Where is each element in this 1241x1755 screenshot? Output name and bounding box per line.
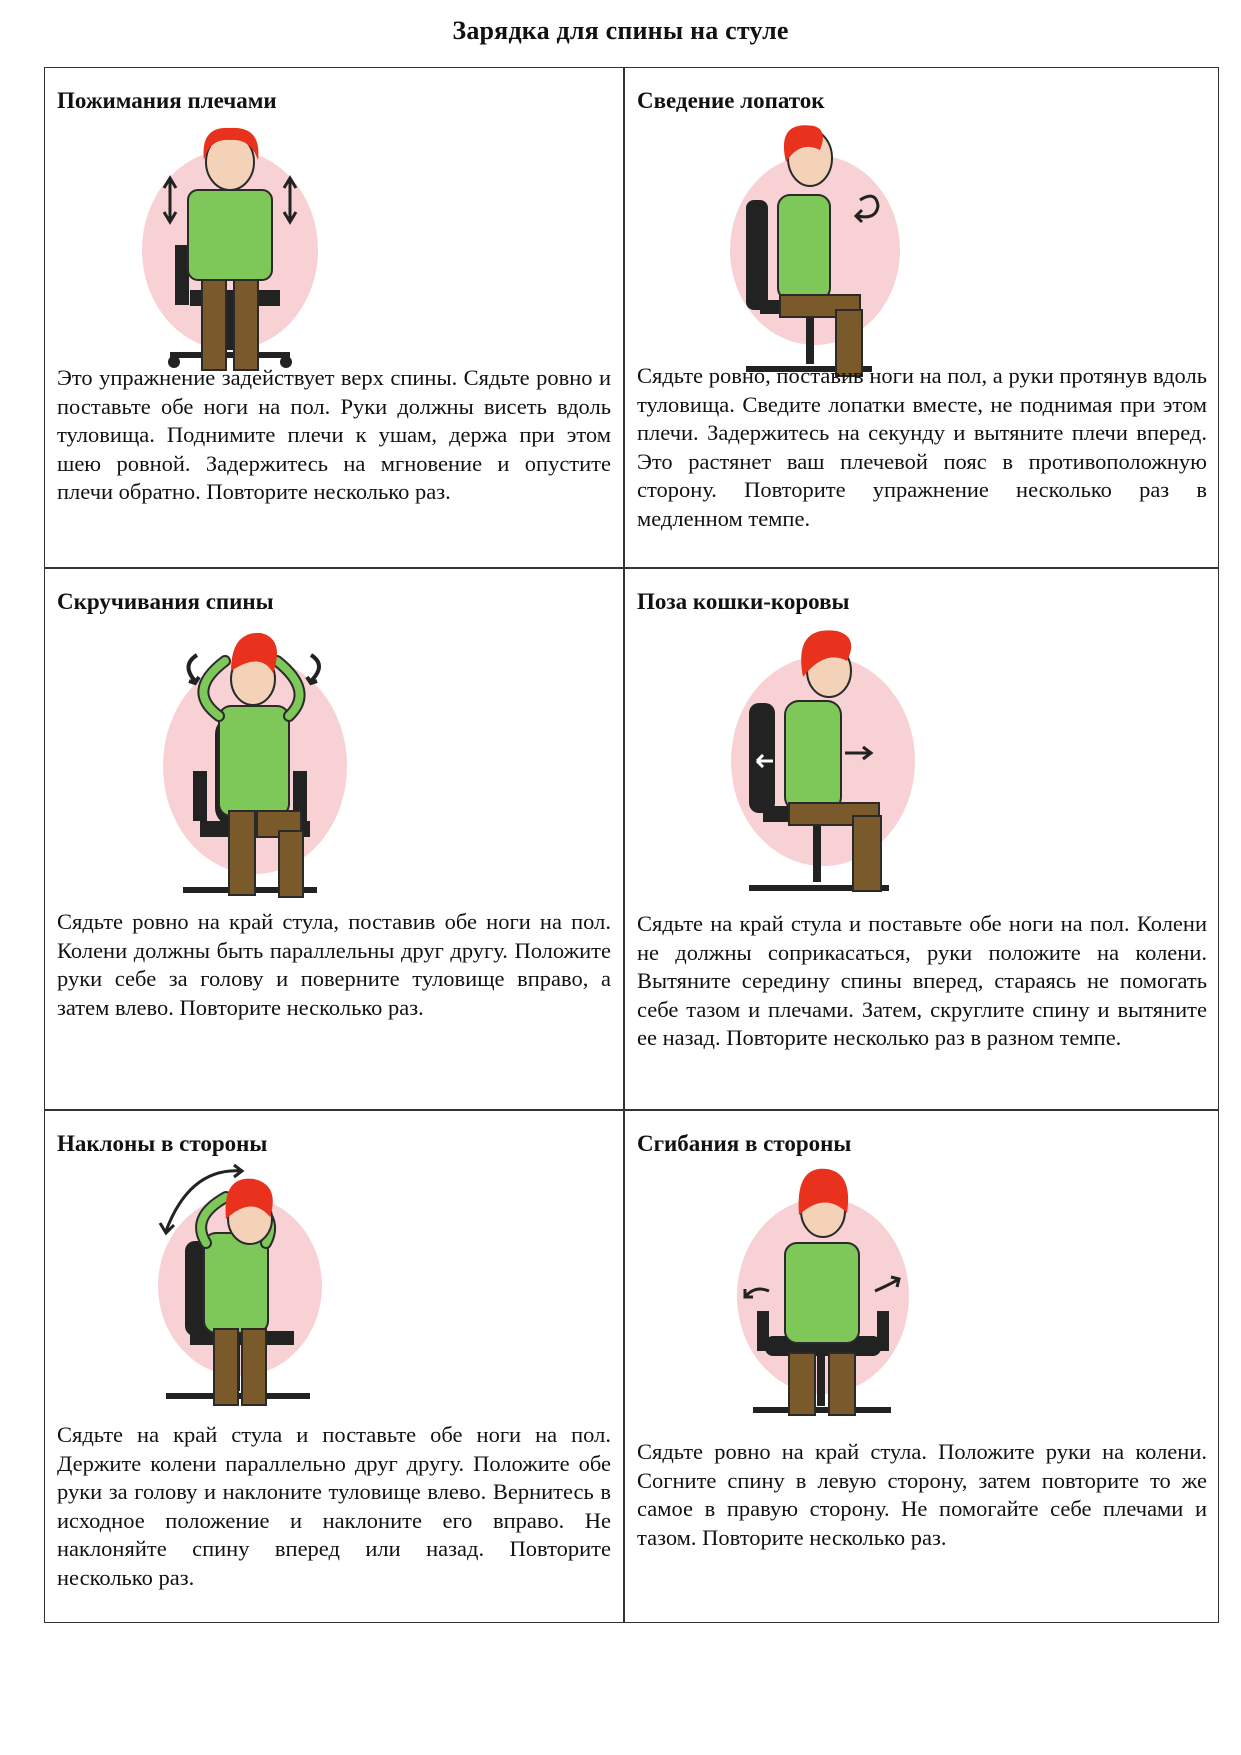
side-flexion-illustration: [715, 1161, 930, 1441]
shoulder-blades-illustration: [710, 120, 910, 390]
exercise-card-side-flexion: [625, 1111, 1219, 1622]
shrug-illustration: [130, 120, 330, 382]
exercise-description: Сядьте ровно на край стула, поставив обе ноги на пол. Колени должны быть параллельны друг другу. Положите руки себе за голову и поверните туловище вправо, а затем влево. Повторите несколько раз.: [57, 909, 611, 1020]
exercise-table: [44, 67, 1219, 1623]
cat-cow-illustration: [713, 621, 928, 911]
side-bends-illustration: [130, 1161, 345, 1416]
exercise-title: Пожимания плечами: [57, 88, 277, 113]
exercise-description: Сядьте ровно, поставив ноги на пол, а руки протянув вдоль туловища. Сведите лопатки вместе, не поднимая при этом плечи. Задержитесь на секунду и вытяните плечи вперед. Это растянет ваш плечевой пояс в противоположную сторону. Повторите упражнение несколько раз в медленном темпе.: [637, 363, 1207, 531]
exercise-card-twists: [45, 569, 623, 1109]
twists-illustration: [145, 621, 360, 911]
exercise-title: Сгибания в стороны: [637, 1131, 852, 1156]
exercise-title: Поза кошки-коровы: [637, 589, 850, 614]
page-title: Зарядка для спины на стуле: [452, 16, 789, 45]
exercise-description: Сядьте на край стула и поставьте обе ноги на пол. Держите колени параллельно друг другу. Положите обе руки за голову и наклоните туловище влево. Вернитесь в исходное положение и наклоните его вправо. Не наклоняйте спину вперед или назад. Повторите несколько раз.: [57, 1422, 611, 1590]
exercise-card-shoulder-blades: [625, 68, 1219, 567]
exercise-title: Наклоны в стороны: [57, 1131, 268, 1156]
exercise-card-shrugs: [45, 68, 623, 567]
exercise-description: Сядьте ровно на край стула. Положите руки на колени. Согните спину в левую сторону, затем повторите то же самое в правую сторону. Не помогайте себе плечами и тазом. Повторите несколько раз.: [637, 1439, 1207, 1550]
exercise-description: Это упражнение задействует верх спины. Сядьте ровно и поставьте обе ноги на пол. Руки должны висеть вдоль туловища. Поднимите плечи к ушам, держа при этом шею ровной. Задержитесь на мгновение и опустите плечи обратно. Повторите несколько раз.: [57, 365, 611, 504]
exercise-title: Скручивания спины: [57, 589, 274, 614]
exercise-card-side-bends: [45, 1111, 623, 1622]
exercise-title: Сведение лопаток: [637, 88, 825, 113]
exercise-card-cat-cow: [625, 569, 1219, 1109]
exercise-description: Сядьте на край стула и поставьте обе ноги на пол. Колени не должны соприкасаться, руки положите на колени. Вытяните середину спины вперед, стараясь не помогать себе тазом и плечами. Затем, скруглите спину и вытяните ее назад. Повторите несколько раз в разном темпе.: [637, 911, 1207, 1050]
